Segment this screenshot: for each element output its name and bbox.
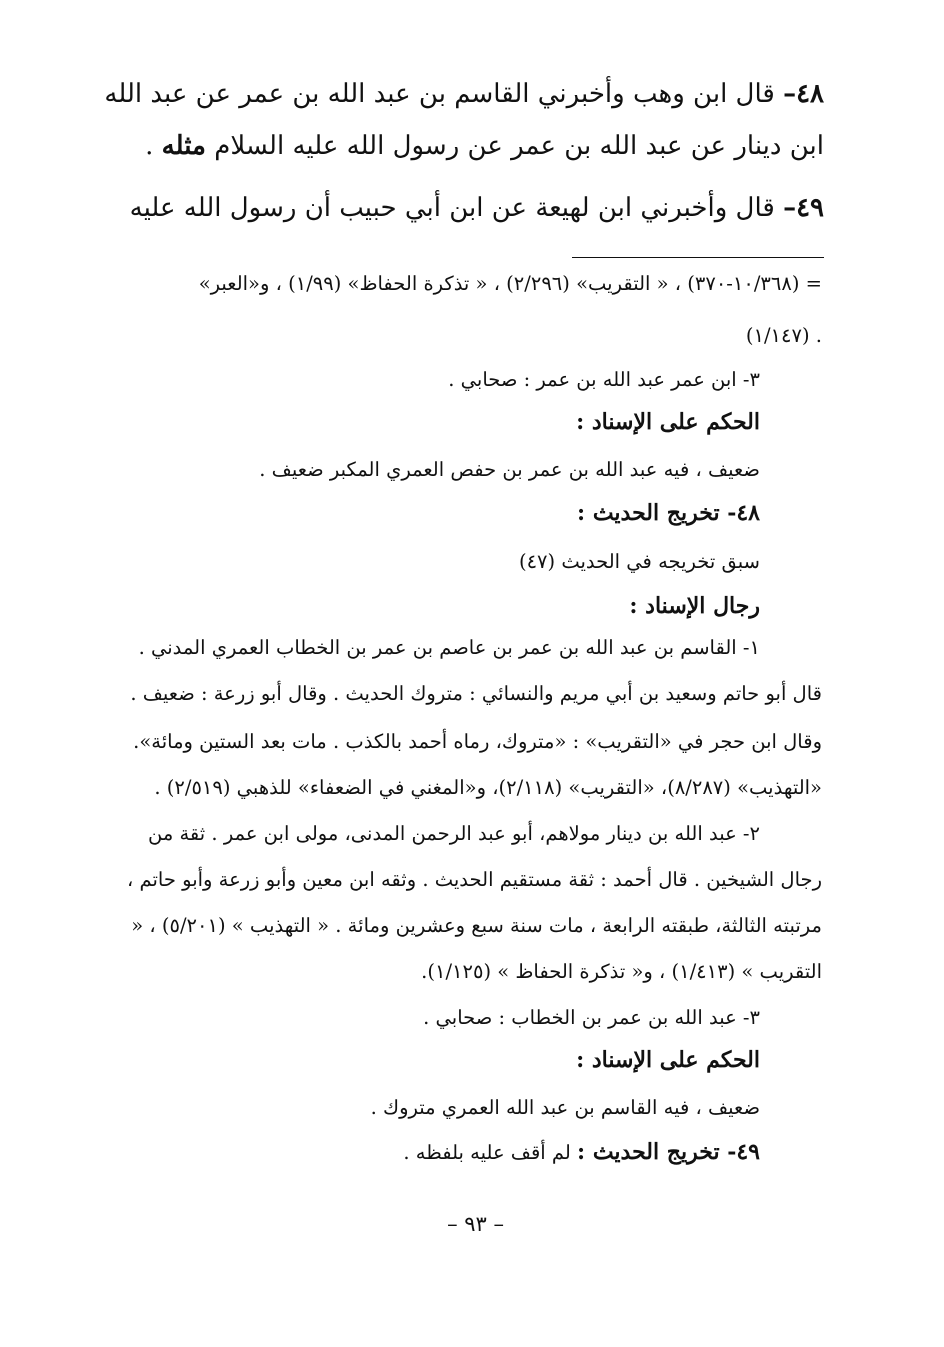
hadith-48-line-2 bbox=[145, 128, 824, 164]
footnote-line-1: = (١٠/٣٦٨-٣٧٠) ، « التقريب» (٢/٢٩٦) ، « تذكرة الحفاظ» (١/٩٩) ، و«العبر» bbox=[198, 272, 822, 295]
takhrij-49-line bbox=[403, 1136, 760, 1168]
narrator-2-line-2: رجال الشيخين . قال أحمد : ثقة مستقيم الحديث . وثقه ابن معين وأبو زرعة وأبو حاتم ، bbox=[127, 868, 822, 891]
narrator-1-line-3: وقال ابن حجر في «التقريب» : «متروك، رماه أحمد بالكذب . مات بعد الستين ومائة». bbox=[133, 730, 822, 753]
footnote-separator bbox=[572, 257, 824, 258]
heading-isnad-ruling-1: الحكم على الإسناد : bbox=[576, 409, 760, 435]
hadith-48-mithluh: مثله bbox=[161, 131, 206, 161]
page-number: – ٩٣ – bbox=[447, 1212, 504, 1236]
narrator-3-ibn-umar: ٣- ابن عمر عبد الله بن عمر : صحابي . bbox=[448, 368, 760, 391]
ruling-text-1: ضعيف ، فيه عبد الله بن عمر بن حفص العمري المكبر ضعيف . bbox=[259, 458, 760, 481]
hadith-48-text-2-end: . bbox=[145, 131, 162, 161]
narrator-1-line-2: قال أبو حاتم وسعيد بن أبي مريم والنسائي : متروك الحديث . وقال أبو زرعة : ضعيف . bbox=[130, 682, 822, 705]
hadith-49-number: ٤٩– bbox=[783, 193, 824, 223]
narrator-3-ibn-al-khattab: ٣- عبد الله بن عمر بن الخطاب : صحابي . bbox=[423, 1006, 760, 1029]
narrator-2-line-3: مرتبته الثالثة، طبقته الرابعة ، مات سنة سبع وعشرين ومائة . « التهذيب » (٥/٢٠١) ، « bbox=[131, 914, 822, 937]
heading-isnad-ruling-2: الحكم على الإسناد : bbox=[576, 1047, 760, 1073]
narrator-1-line-4: «التهذيب» (٨/٢٨٧)، «التقريب» (٢/١١٨)، و«المغني في الضعفاء» للذهبي (٢/٥١٩) . bbox=[154, 776, 822, 799]
hadith-49-text-1: قال وأخبرني ابن لهيعة عن ابن أبي حبيب أن رسول الله عليه bbox=[129, 193, 784, 223]
hadith-48-line-1 bbox=[104, 76, 824, 112]
heading-narrators: رجال الإسناد : bbox=[629, 593, 760, 619]
narrator-2-line-4: التقريب » (١/٤١٣) ، و« تذكرة الحفاظ » (١/١٢٥). bbox=[421, 960, 822, 983]
hadith-48-text-1: قال ابن وهب وأخبرني القاسم بن عبد الله بن عمر عن عبد الله bbox=[104, 79, 784, 109]
footnote-line-2: (١/١٤٧) . bbox=[745, 324, 822, 347]
heading-takhrij-48: ٤٨- تخريج الحديث : bbox=[577, 500, 760, 526]
ruling-text-2: ضعيف ، فيه القاسم بن عبد الله العمري متروك . bbox=[370, 1096, 760, 1119]
takhrij-49-text: لم أقف عليه بلفظه . bbox=[403, 1141, 578, 1164]
heading-takhrij-49: ٤٩- تخريج الحديث : bbox=[577, 1139, 760, 1165]
hadith-48-number: ٤٨– bbox=[783, 79, 824, 109]
narrator-2-line-1: ٢- عبد الله بن دينار مولاهم، أبو عبد الرحمن المدنى، مولى ابن عمر . ثقة من bbox=[147, 822, 760, 845]
narrator-1-line-1: ١- القاسم بن عبد الله بن عمر بن عاصم بن عمر بن الخطاب العمري المدني . bbox=[138, 636, 760, 659]
hadith-49-line-1 bbox=[130, 190, 824, 226]
takhrij-48-text: سبق تخريجه في الحديث (٤٧) bbox=[518, 550, 760, 573]
hadith-48-text-2: ابن دينار عن عبد الله بن عمر عن رسول الله عليه السلام bbox=[205, 131, 824, 161]
